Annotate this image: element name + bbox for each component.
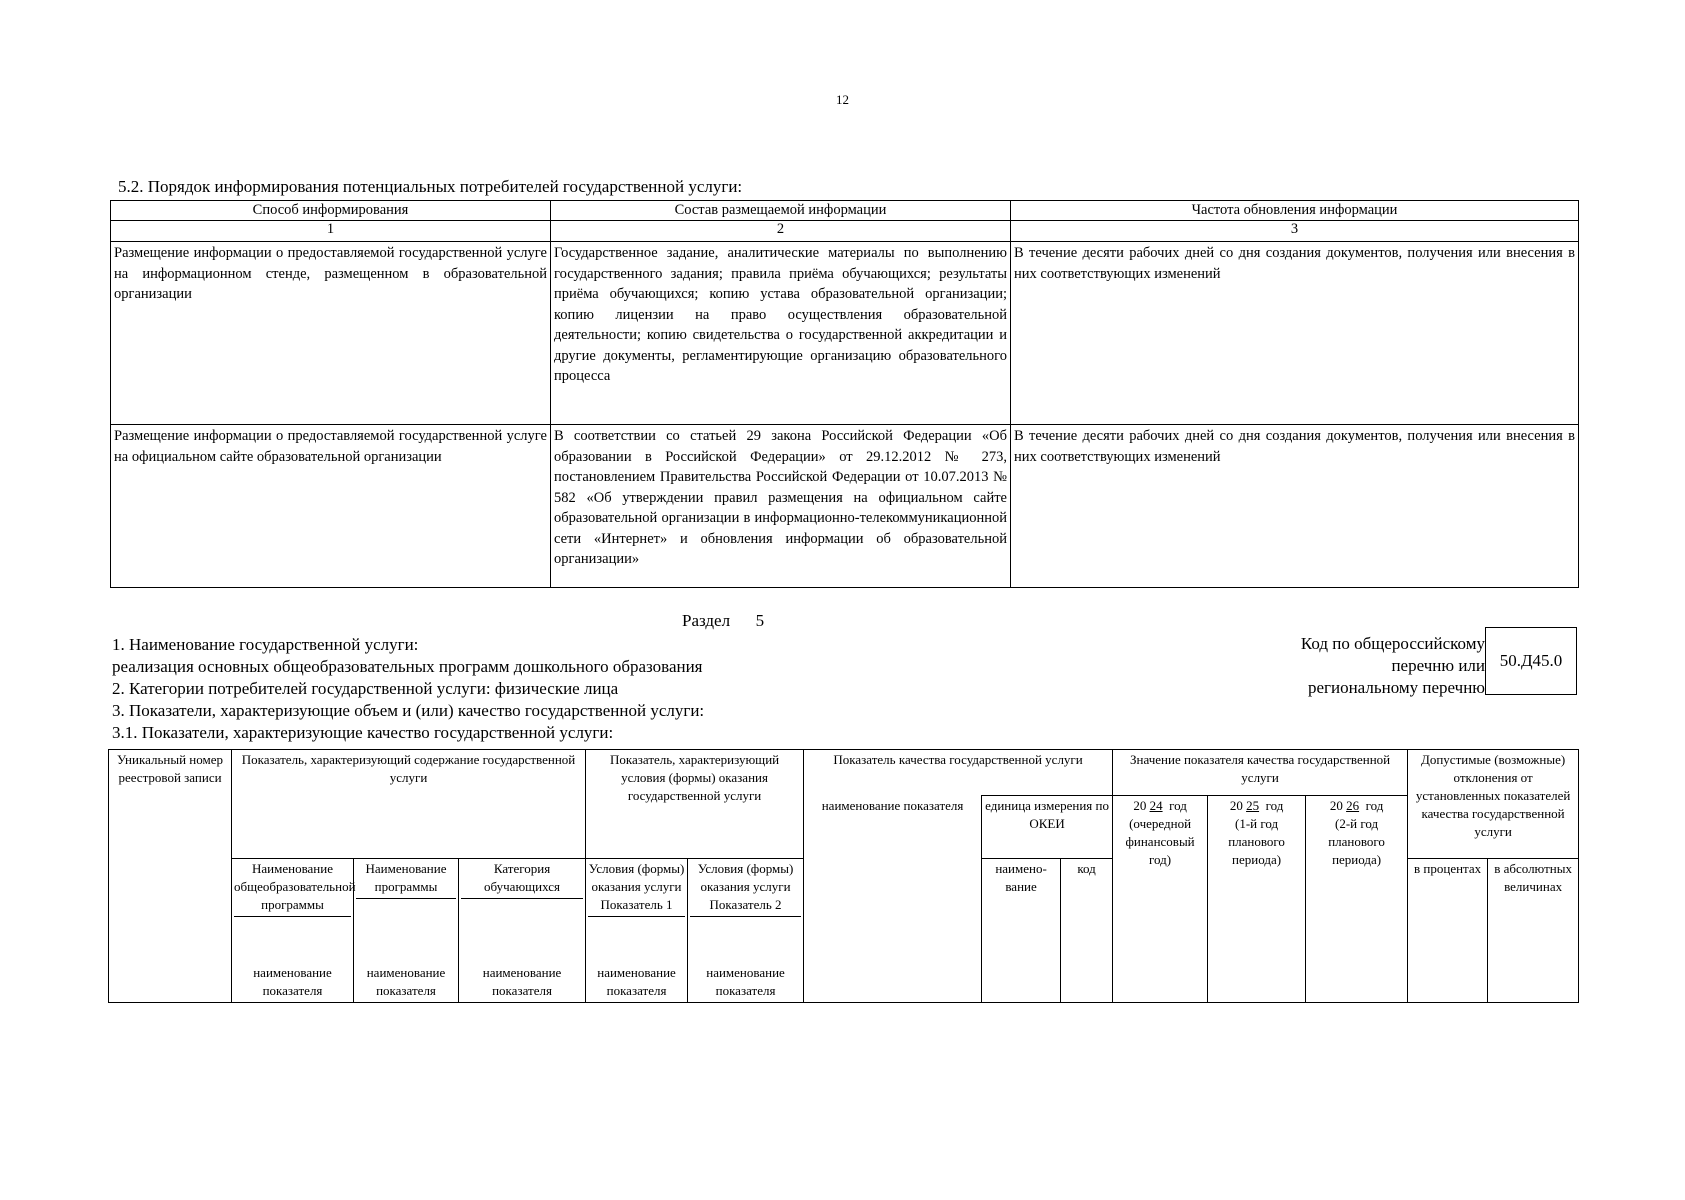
header-indicator-name: наименование показателя <box>804 796 982 1003</box>
service-code-box: 50.Д45.0 <box>1485 627 1577 695</box>
info-frequency-cell: В течение десяти рабочих дней со дня создания документов, получения или внесения в них соответствующих изменений <box>1011 242 1579 425</box>
quality-indicators-heading: 3.1. Показатели, характеризующие качество государственной услуги: <box>112 723 614 742</box>
info-table-header <box>111 201 1579 221</box>
header-unit-okei: единица измерения по ОКЕИ <box>982 796 1113 859</box>
col-header-content: Состав размещаемой информации <box>551 201 1011 221</box>
header-conditions-indicator: Показатель, характеризующий условия (формы) оказания государственной услуги <box>586 750 804 859</box>
service-name-value: реализация основных общеобразовательных программ дошкольного образования <box>112 657 703 676</box>
header-year-2: 20 25 год (1-й год планового периода) <box>1208 796 1306 1003</box>
year-value: 24 <box>1149 798 1163 813</box>
year-description: (2-й год планового периода) <box>1328 816 1385 867</box>
section-title <box>682 611 764 631</box>
service-name-label: 1. Наименование государственной услуги: <box>112 635 419 654</box>
consumer-categories: 2. Категории потребителей государственной услуги: физические лица <box>112 679 619 698</box>
year-description: (1-й год планового периода) <box>1228 816 1285 867</box>
code-label-line1: Код по общероссийскому <box>1300 634 1485 653</box>
header-year-1: 20 24 год (очередной финансовый год) <box>1113 796 1208 1003</box>
code-label-line3: региональному перечню <box>1307 678 1485 697</box>
header-deviation: Допустимые (возможные) отклонения от установленных показателей качества государственной услуги <box>1408 750 1579 859</box>
col-header-frequency: Частота обновления информации <box>1011 201 1579 221</box>
col-header-method: Способ информирования <box>111 201 551 221</box>
sub-col-caption: наименование показателя <box>586 963 688 1003</box>
info-method-cell: Размещение информации о предоставляемой государственной услуге на информационном стенде, размещенном в образовательной организации <box>111 242 551 425</box>
col-number: 2 <box>551 221 1011 242</box>
table-row <box>111 242 1579 425</box>
section-number: 5 <box>755 611 765 630</box>
sub-col-caption: наименование показателя <box>232 963 354 1003</box>
page-number: 12 <box>836 92 849 107</box>
info-frequency-cell: В течение десяти рабочих дней со дня создания документов, получения или внесения в них соответствующих изменений <box>1011 425 1579 588</box>
section-label: Раздел <box>682 611 731 630</box>
sub-col-condition-2: Условия (формы) оказания услуги Показатель 2 <box>688 859 804 963</box>
quality-indicators-table <box>108 749 1579 1003</box>
info-method-cell: Размещение информации о предоставляемой государственной услуге на официальном сайте образовательной организации <box>111 425 551 588</box>
col-number: 1 <box>111 221 551 242</box>
sub-col-program: Наименование программы <box>354 859 459 963</box>
table-row <box>111 425 1579 588</box>
info-table <box>110 200 1579 588</box>
header-deviation-percent: в процентах <box>1408 859 1488 1003</box>
header-quality-indicator: Показатель качества государственной услуги <box>804 750 1113 796</box>
col-number: 3 <box>1011 221 1579 242</box>
header-quality-value: Значение показателя качества государственной услуги <box>1113 750 1408 796</box>
header-year-3: 20 26 год (2-й год планового периода) <box>1306 796 1408 1003</box>
info-content-cell: Государственное задание, аналитические материалы по выполнению государственного задания; правила приёма обучающихся; результаты приёма обучающихся; копию устава образовательной организации; копию лицензии на право осуществления образовательной деятельности; копию свидетельства о государственной аккредитации и другие документы, регламентирующие организацию образовательного процесса <box>551 242 1011 425</box>
sub-col-student-category: Категория обучающихся <box>459 859 586 963</box>
sub-col-program-name: Наименование общеобразовательной программы <box>232 859 354 963</box>
sub-col-caption: наименование показателя <box>459 963 586 1003</box>
year-value: 25 <box>1246 798 1260 813</box>
year-value: 26 <box>1346 798 1360 813</box>
sub-col-caption: наименование показателя <box>688 963 804 1003</box>
year-description: (очередной финансовый год) <box>1125 816 1195 867</box>
header-unit-name: наимено-вание <box>982 859 1061 1003</box>
header-unique-number: Уникальный номер реестровой записи <box>109 750 232 1003</box>
header-deviation-absolute: в абсолютных величинах <box>1488 859 1579 1003</box>
indicators-heading: 3. Показатели, характеризующие объем и (или) качество государственной услуги: <box>112 701 705 720</box>
header-unit-code: код <box>1061 859 1113 1003</box>
info-table-column-numbers <box>111 221 1579 242</box>
sub-col-condition-1: Условия (формы) оказания услуги Показатель 1 <box>586 859 688 963</box>
header-content-indicator: Показатель, характеризующий содержание государственной услуги <box>232 750 586 859</box>
sub-col-caption: наименование показателя <box>354 963 459 1003</box>
code-label-line2: перечню или <box>1391 656 1485 675</box>
info-section-heading: 5.2. Порядок информирования потенциальных потребителей государственной услуги: <box>118 177 743 196</box>
info-content-cell: В соответствии со статьей 29 закона Российской Федерации «Об образовании в Российской Федерации» от 29.12.2012 № 273, постановлением Правительства Российской Федерации от 10.07.2013 № 582 «Об утверждении правил размещения на официальном сайте образовательной организации в информационно-телекоммуникационной сети «Интернет» и обновления информации об образовательной организации» <box>551 425 1011 588</box>
